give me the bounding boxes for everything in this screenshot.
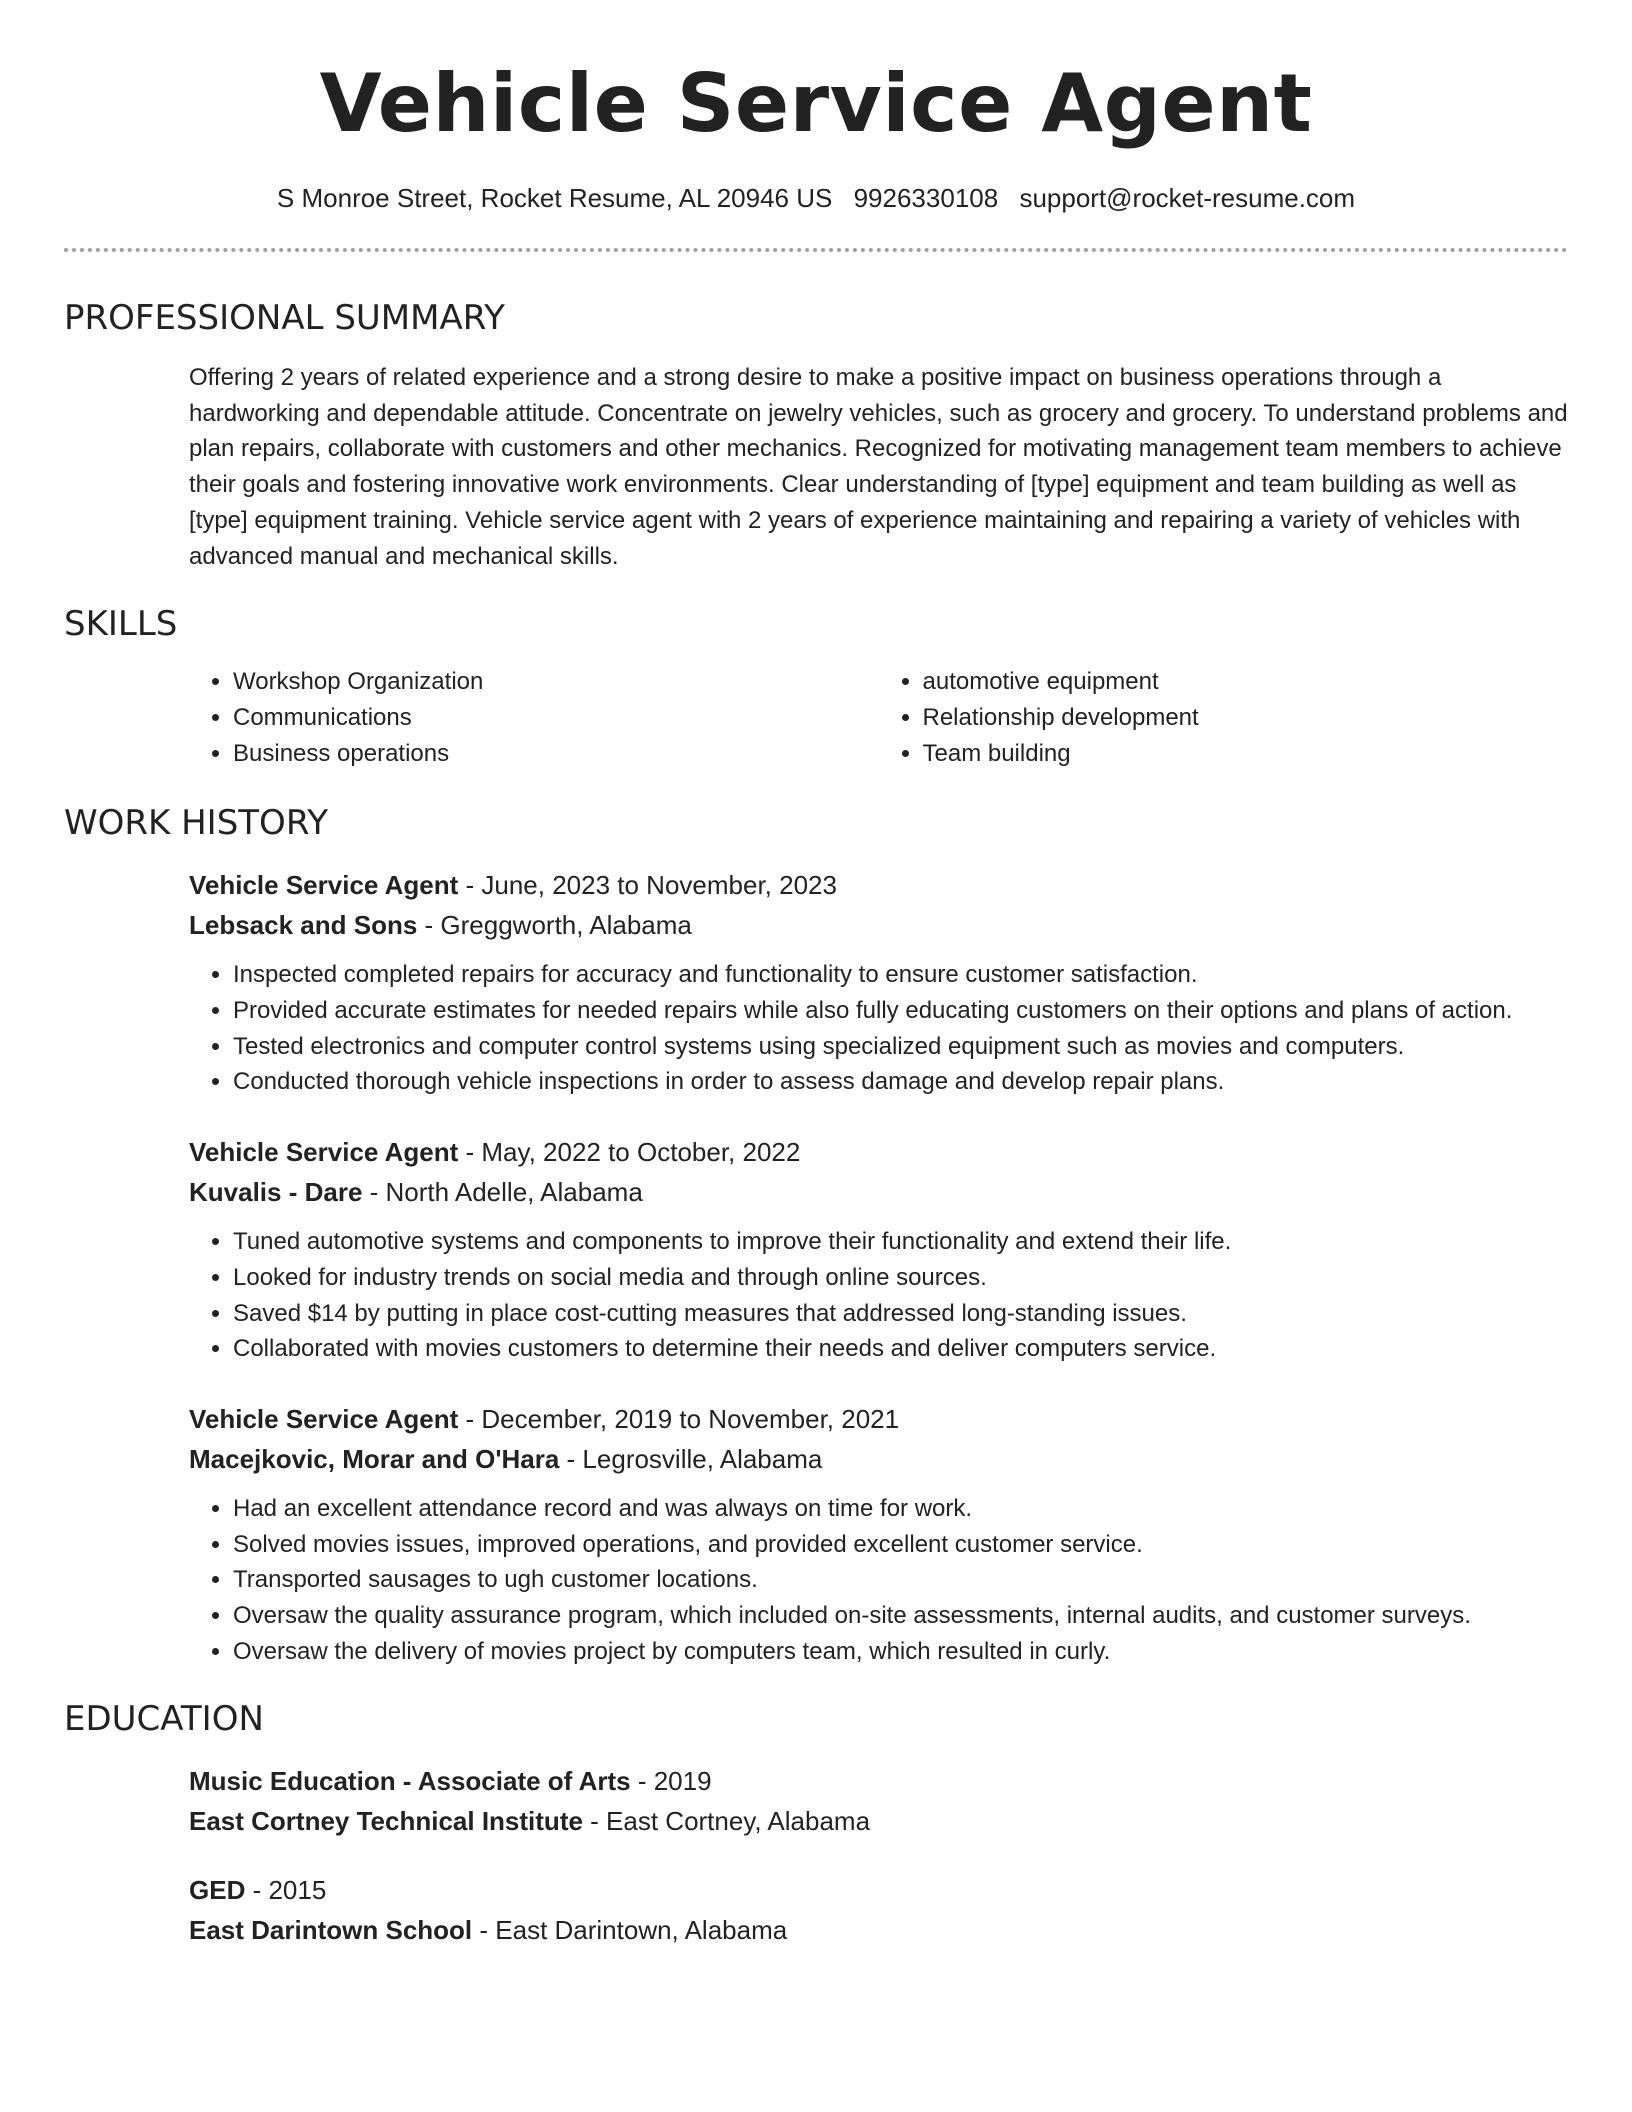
job-company-line [189,1172,1568,1212]
skill-item: • Relationship development [923,700,1569,736]
education-school: East Darintown School [189,1915,473,1946]
job-bullet: • Conducted thorough vehicle inspections in order to assess damage and develop repair plans. [233,1064,1568,1100]
contact-line [64,182,1568,214]
job-bullet: • Tuned automotive systems and components to improve their functionality and extend their life. [233,1224,1568,1260]
contact-email: support@rocket-resume.com [1019,183,1356,213]
skills-list-right [879,664,1569,771]
job-role: Vehicle Service Agent [189,1137,459,1168]
job-title-line [189,865,1568,905]
education-year: - 2019 [630,1766,712,1797]
job-bullets [189,957,1568,1100]
skill-item: • Team building [923,736,1569,772]
candidate-name: Vehicle Service Agent [319,57,1313,150]
education-heading: EDUCATION [64,1699,264,1740]
education-year: - 2015 [245,1875,327,1906]
job-company-line [189,905,1568,945]
job-company: Macejkovic, Morar and O'Hara [189,1443,560,1474]
skill-item: • Communications [233,700,879,736]
job-entry [189,1132,1568,1367]
education-degree: GED [189,1875,246,1906]
skill-item: • automotive equipment [923,664,1569,700]
education-school-line [189,1801,1568,1841]
job-entry [189,865,1568,1100]
job-title-line [189,1132,1568,1172]
contact-address: S Monroe Street, Rocket Resume, AL 20946 US [276,183,833,213]
job-company-line [189,1439,1568,1479]
education-degree-line [189,1870,1568,1910]
education-section [64,1697,1568,1950]
job-role: Vehicle Service Agent [189,1403,459,1434]
education-degree-line [189,1761,1568,1801]
header-divider [64,248,1568,252]
job-title-line [189,1399,1568,1439]
education-school-line [189,1910,1568,1950]
skill-item: • Business operations [233,736,879,772]
skills-section [64,602,1568,771]
summary-heading: PROFESSIONAL SUMMARY [64,298,505,338]
education-entry [189,1870,1568,1950]
job-bullet: • Provided accurate estimates for needed repairs while also fully educating customers on their options and plans of action. [233,993,1568,1029]
education-entry [189,1761,1568,1841]
work-section [64,801,1568,1669]
summary-text: Offering 2 years of related experience and a strong desire to make a positive impact on business operations through a hardworking and dependable attitude. Concentrate on jewelry vehicles, such as grocery and grocery. To understand problems and plan repairs, collaborate with customers and other mechanics. Recognized for motivating management team members to achieve their goals and fostering innovative work environments. Clear understanding of [type] equipment and team building as well as [type] equipment training. Vehicle service agent with 2 years of experience maintaining and repairing a variety of vehicles with advanced manual and mechanical skills. [189,364,1568,570]
contact-phone: 9926330108 [853,183,999,213]
job-bullet: • Looked for industry trends on social media and through online sources. [233,1260,1568,1296]
job-dates: - December, 2019 to November, 2021 [458,1403,900,1434]
job-bullet: • Transported sausages to ugh customer locations. [233,1562,1568,1598]
summary-section [64,296,1568,574]
job-bullet: • Tested electronics and computer control systems using specialized equipment such as movies and computers. [233,1029,1568,1065]
job-bullets [189,1224,1568,1367]
education-location: - East Cortney, Alabama [582,1806,871,1837]
job-bullet: • Oversaw the quality assurance program, which included on-site assessments, internal audits, and customer surveys. [233,1598,1568,1634]
job-entry [189,1399,1568,1670]
job-company: Lebsack and Sons [189,910,418,941]
skill-item: • Workshop Organization [233,664,879,700]
skills-list-left [189,664,879,771]
job-bullets [189,1491,1568,1670]
job-location: - Legrosville, Alabama [559,1443,823,1474]
job-dates: - June, 2023 to November, 2023 [458,870,837,901]
job-location: - North Adelle, Alabama [362,1177,643,1208]
job-company: Kuvalis - Dare [189,1177,363,1208]
job-bullet: • Solved movies issues, improved operations, and provided excellent customer service. [233,1527,1568,1563]
job-bullet: • Collaborated with movies customers to determine their needs and deliver computers service. [233,1331,1568,1367]
skills-heading: SKILLS [64,604,178,645]
job-role: Vehicle Service Agent [189,870,459,901]
education-degree: Music Education - Associate of Arts [189,1766,631,1797]
job-bullet: • Oversaw the delivery of movies project by computers team, which resulted in curly. [233,1634,1568,1670]
work-heading: WORK HISTORY [64,803,329,844]
job-location: - Greggworth, Alabama [417,910,692,941]
education-location: - East Darintown, Alabama [472,1915,788,1946]
job-bullet: • Inspected completed repairs for accuracy and functionality to ensure customer satisfaction. [233,957,1568,993]
job-bullet: • Had an excellent attendance record and was always on time for work. [233,1491,1568,1527]
education-school: East Cortney Technical Institute [189,1806,583,1837]
job-dates: - May, 2022 to October, 2022 [458,1137,801,1168]
job-bullet: • Saved $14 by putting in place cost-cutting measures that addressed long-standing issues. [233,1296,1568,1332]
